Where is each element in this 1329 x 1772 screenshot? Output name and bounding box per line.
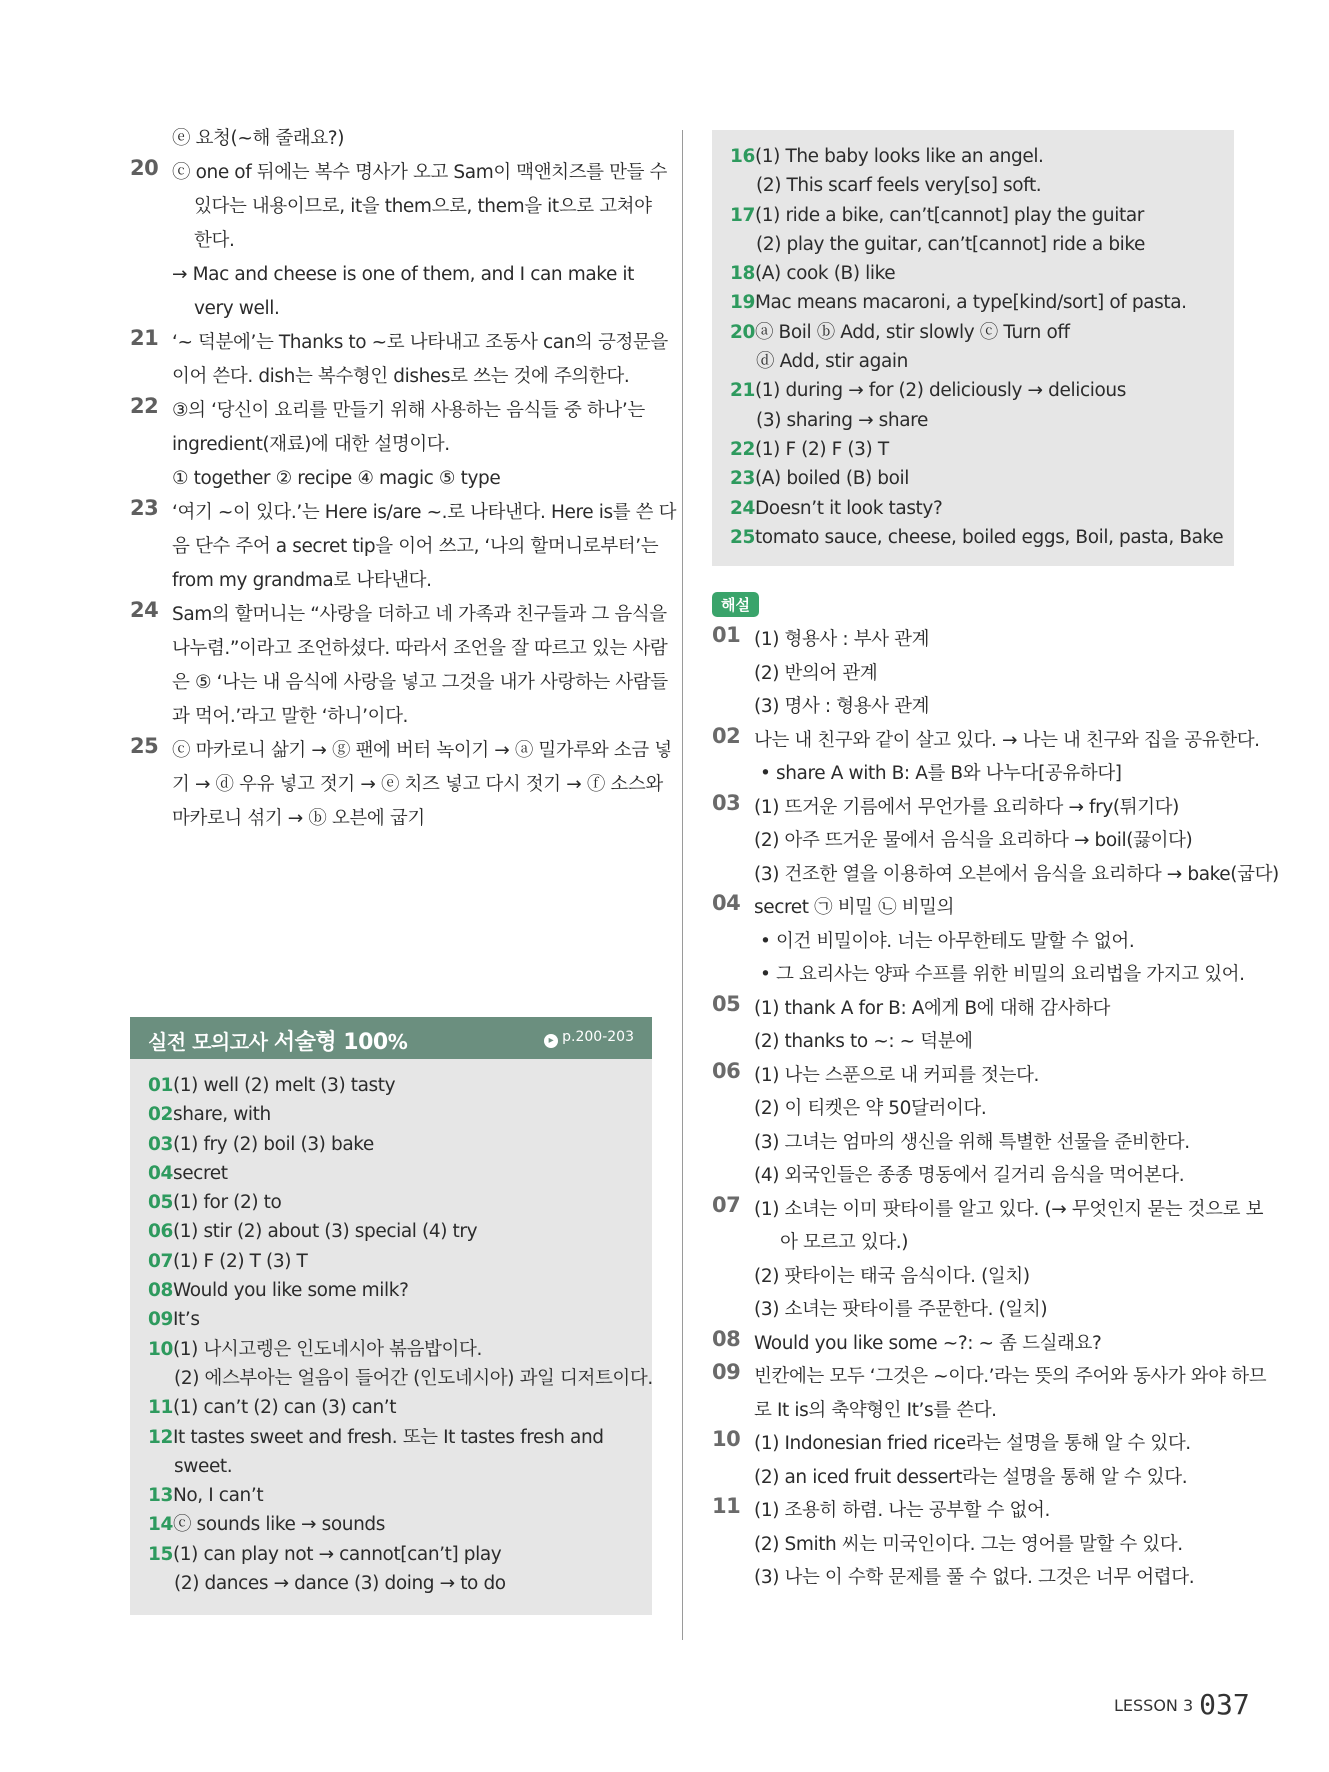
text-line: (2) 아주 뜨거운 물에서 음식을 요리하다 → boil(끓이다) (754, 830, 1193, 852)
item-number: 11 (712, 1494, 741, 1519)
text-line: (2) Smith 씨는 미국인이다. 그는 영어를 말할 수 있다. (754, 1533, 1183, 1555)
text-line: (2) 이 티켓은 약 50달러이다. (754, 1098, 987, 1120)
explanation-01 (712, 623, 1234, 724)
answer-number: 25 (730, 526, 755, 548)
answer-row (730, 376, 1216, 405)
text-line: 로 It is의 축약형인 It’s를 쓴다. (754, 1399, 997, 1421)
text-line: secret ㉠ 비밀 ㉡ 비밀의 (754, 897, 955, 919)
explanation-08 (712, 1327, 1234, 1361)
answer-text: (1) F (2) F (3) T (754, 438, 889, 460)
answer-text: (1) ride a bike, can’t[cannot] play the guitar (754, 204, 1144, 226)
mock-test-header (130, 1017, 652, 1059)
answer-number: 10 (148, 1338, 173, 1360)
answer-row (730, 494, 1216, 523)
title-part-percent: % (387, 1030, 408, 1054)
text-line: 기 → ⓓ 우유 넣고 젓기 → ⓔ 치즈 넣고 다시 젓기 → ⓕ 소스와 (172, 774, 663, 795)
text-line: very well. (194, 298, 280, 319)
answer-text: (A) cook (B) like (754, 263, 896, 285)
text-line: 이어 쓴다. dish는 복수형인 dishes로 쓰는 것에 주의한다. (172, 366, 630, 387)
text-line: (2) thanks to ~: ~ 덕분에 (754, 1031, 973, 1053)
explanation-06 (712, 1059, 1234, 1193)
text-line: 과 먹어.’라고 말한 ‘하니’이다. (172, 706, 409, 727)
title-part-bold: 서술형 100 (273, 1030, 388, 1055)
column-divider (682, 130, 683, 1640)
answer-row (148, 1393, 634, 1422)
answer-text: (1) can play not → cannot[can’t] play (172, 1543, 502, 1565)
answer-number: 04 (148, 1162, 173, 1184)
text-line: (2) an iced fruit dessert라는 설명을 통해 알 수 있다. (754, 1466, 1188, 1488)
text-line: ⓒ one of 뒤에는 복수 명사가 오고 Sam이 맥앤치즈를 만들 수 (172, 162, 668, 183)
answer-number: 17 (730, 204, 755, 226)
item-19-tail: ⓔ 요청(~해 줄래요?) (172, 128, 345, 149)
answer-number: 09 (148, 1309, 173, 1331)
text-line: (1) Indonesian fried rice라는 설명을 통해 알 수 있다. (754, 1433, 1191, 1455)
answer-continuation: (2) 에스부아는 얼음이 들어간 (인도네시아) 과일 디저트이다. (174, 1367, 653, 1389)
answer-row (148, 1305, 634, 1334)
text-line: (1) thank A for B: A에게 B에 대해 감사하다 (754, 997, 1111, 1019)
text-line: (1) 소녀는 이미 팟타이를 알고 있다. (→ 무엇인지 묻는 것으로 보 (754, 1198, 1264, 1220)
explanation-10 (712, 1427, 1234, 1494)
text-line: (1) 뜨거운 기름에서 무언가를 요리하다 → fry(튀기다) (754, 796, 1179, 818)
item-number: 20 (130, 156, 159, 180)
answer-continuation: ⓓ Add, stir again (756, 351, 908, 373)
answer-number: 01 (148, 1075, 173, 1096)
explanation-item-21 (130, 326, 668, 394)
text-line: (3) 건조한 열을 이용하여 오븐에서 음식을 요리하다 → bake(굽다) (754, 863, 1279, 885)
explanation-05 (712, 992, 1234, 1059)
explanation-item-22 (130, 394, 656, 496)
answer-text: It tastes sweet and fresh. 또는 It tastes fresh and (172, 1426, 604, 1448)
answer-continuation: (2) dances → dance (3) doing → to do (174, 1573, 506, 1595)
answer-number: 11 (148, 1397, 173, 1419)
item-number: 07 (712, 1192, 741, 1217)
page-ref-text: p.200-203 (562, 1029, 634, 1045)
answer-row (730, 523, 1224, 552)
mock-test-answers (130, 1059, 652, 1615)
explanation-item-25 (130, 734, 672, 836)
explanation-04 (712, 891, 1245, 992)
text-line: (3) 나는 이 수학 문제를 풀 수 없다. 그것은 너무 어렵다. (754, 1567, 1195, 1589)
answer-text: (1) stir (2) about (3) special (4) try (172, 1221, 478, 1243)
answer-continuation: (2) play the guitar, can’t[cannot] ride a bike (756, 233, 1146, 255)
answer-text: ⓐ Boil ⓑ Add, stir slowly ⓒ Turn off (754, 321, 1070, 343)
text-line: 한다. (194, 230, 235, 251)
text-line: 음 단수 주어 a secret tip을 이어 쓰고, ‘나의 할머니로부터’는 (172, 536, 659, 557)
answer-continuation: (3) sharing → share (756, 409, 928, 431)
text-line: 나누렴.”이라고 조언하셨다. 따라서 조언을 잘 따르고 있는 사람 (172, 638, 668, 659)
answer-text: (1) 나시고렝은 인도네시아 볶음밥이다. (172, 1338, 482, 1360)
explanation-09 (712, 1360, 1267, 1427)
item-number: 10 (712, 1427, 741, 1452)
item-number: 06 (712, 1058, 741, 1083)
item-number: 25 (130, 734, 159, 758)
answer-row (148, 1247, 634, 1276)
answer-number: 03 (148, 1133, 173, 1155)
text-line: from my grandma로 나타낸다. (172, 570, 432, 591)
answer-row (730, 259, 1216, 288)
item-number: 23 (130, 496, 159, 520)
text-line: ① together ② recipe ④ magic ⑤ type (172, 468, 501, 489)
answer-row (148, 1510, 634, 1539)
text-line: (3) 소녀는 팟타이를 주문한다. (일치) (754, 1299, 1048, 1321)
page-footer (1114, 1688, 1250, 1721)
answer-row (148, 1159, 634, 1188)
answer-number: 23 (730, 468, 755, 490)
text-line: (1) 조용히 하렴. 나는 공부할 수 없어. (754, 1500, 1050, 1522)
answer-text: tomato sauce, cheese, boiled eggs, Boil, pasta, Bake (754, 526, 1224, 548)
text-line: ③의 ‘당신이 요리를 만들기 위해 사용하는 음식들 중 하나’는 (172, 400, 645, 421)
answer-text: (1) can’t (2) can (3) can’t (172, 1397, 397, 1419)
answer-text: (1) F (2) T (3) T (172, 1250, 308, 1272)
item-number: 01 (712, 623, 741, 648)
item-number: 24 (130, 598, 159, 622)
answer-number: 19 (730, 292, 755, 314)
explanation-item-23 (130, 496, 677, 598)
answer-text: secret (172, 1162, 228, 1184)
answer-row (148, 1071, 634, 1100)
answer-row (730, 318, 1216, 347)
text-line: 빈칸에는 모두 ‘그것은 ~이다.’라는 뜻의 주어와 동사가 와야 하므 (754, 1366, 1267, 1388)
title-part: 실전 모의고사 (148, 1030, 274, 1054)
text-line: (3) 그녀는 엄마의 생신을 위해 특별한 선물을 준비한다. (754, 1131, 1190, 1153)
page-number: 037 (1199, 1688, 1250, 1721)
left-column (130, 122, 677, 836)
answer-continuation: sweet. (174, 1455, 233, 1477)
text-line: 마카로니 섞기 → ⓑ 오븐에 굽기 (172, 808, 425, 829)
answer-text: (1) during → for (2) deliciously → delicious (754, 380, 1126, 402)
text-line: ‘여기 ~이 있다.’는 Here is/are ~.로 나타낸다. Here is를 쓴 다 (172, 502, 677, 523)
text-line: (2) 반의어 관계 (754, 662, 878, 684)
text-line: → Mac and cheese is one of them, and I can make it (172, 264, 635, 285)
answer-number: 14 (148, 1514, 173, 1536)
text-line: Would you like some ~?: ~ 좀 드실래요? (754, 1332, 1102, 1354)
text-line: 있다는 내용이므로, it을 them으로, them을 it으로 고쳐야 (194, 196, 652, 217)
text-line: Sam의 할머니는 “사랑을 더하고 네 가족과 친구들과 그 음식을 (172, 604, 667, 625)
text-line: • share A with B: A를 B와 나누다[공유하다] (760, 763, 1122, 785)
page-reference (544, 1029, 634, 1048)
explanation-07 (712, 1192, 1264, 1327)
explanation-11 (712, 1494, 1234, 1595)
answer-number: 15 (148, 1543, 173, 1565)
answer-text: (1) The baby looks like an angel. (754, 146, 1044, 167)
explanation-item-24 (130, 598, 668, 734)
answer-number: 24 (730, 497, 755, 519)
answer-row (148, 1100, 634, 1129)
answer-text: Would you like some milk? (172, 1280, 409, 1302)
answer-number: 07 (148, 1250, 173, 1272)
answer-text: Doesn’t it look tasty? (754, 497, 943, 519)
answer-number: 05 (148, 1192, 173, 1214)
answer-number: 02 (148, 1104, 173, 1126)
text-line: (1) 형용사 : 부사 관계 (754, 629, 930, 651)
answer-number: 06 (148, 1221, 173, 1243)
answer-number: 16 (730, 146, 755, 167)
chevron-right-icon: ▸ (544, 1034, 558, 1048)
text-line: • 그 요리사는 양파 수프를 위한 비밀의 요리법을 가지고 있어. (760, 964, 1245, 986)
text-line: 나는 내 친구와 같이 살고 있다. → 나는 내 친구와 집을 공유한다. (754, 729, 1260, 751)
mock-test-answer-box (130, 1017, 652, 1615)
answer-row (148, 1423, 634, 1452)
explanation-item-20 (130, 156, 668, 326)
answer-row (148, 1217, 634, 1246)
answer-number: 20 (730, 321, 755, 343)
text-line: ‘~ 덕분에’는 Thanks to ~로 나타내고 조동사 can의 긍정문을 (172, 332, 668, 353)
text-line: (2) 팟타이는 태국 음식이다. (일치) (754, 1265, 1030, 1287)
explanation-02 (712, 723, 1260, 791)
explanation-badge: 해설 (712, 592, 759, 617)
answer-row (730, 201, 1216, 230)
item-number: 22 (130, 394, 159, 418)
answer-row (148, 1188, 634, 1217)
answer-text: No, I can’t (172, 1485, 264, 1507)
answer-text: share, with (172, 1104, 271, 1126)
answer-row (730, 464, 1216, 493)
answer-number: 21 (730, 380, 755, 402)
answer-row (148, 1540, 634, 1569)
lesson-label: LESSON 3 (1114, 1696, 1194, 1715)
answer-text: (1) for (2) to (172, 1192, 282, 1214)
answer-row (730, 142, 1216, 171)
answer-text: It’s (172, 1309, 200, 1331)
answer-row (148, 1130, 634, 1159)
answer-text: ⓒ sounds like → sounds (172, 1514, 385, 1536)
text-line: 은 ⑤ ‘나는 내 음식에 사랑을 넣고 그것을 내가 사랑하는 사람들 (172, 672, 668, 693)
answer-text: (1) well (2) melt (3) tasty (172, 1075, 396, 1096)
answer-row (730, 288, 1216, 317)
text-line: (1) 나는 스푼으로 내 커피를 젓는다. (754, 1064, 1040, 1086)
answer-number: 08 (148, 1280, 173, 1302)
item-number: 04 (712, 891, 741, 916)
answer-continuation: (2) This scarf feels very[so] soft. (756, 175, 1042, 197)
answer-number: 12 (148, 1426, 173, 1448)
answer-row (730, 435, 1216, 464)
mock-test-title (148, 1025, 407, 1056)
answer-number: 18 (730, 263, 755, 285)
text-line: (3) 명사 : 형용사 관계 (754, 696, 930, 718)
answer-number: 13 (148, 1485, 173, 1507)
right-column (712, 130, 1279, 1595)
item-number: 05 (712, 991, 741, 1016)
text-line: ⓒ 마카로니 삶기 → ⓖ 팬에 버터 녹이기 → ⓐ 밀가루와 소금 넣 (172, 740, 672, 761)
item-number: 09 (712, 1360, 741, 1385)
answer-row (148, 1481, 634, 1510)
item-number: 08 (712, 1326, 741, 1351)
answer-row (148, 1335, 634, 1364)
answer-text: Mac means macaroni, a type[kind/sort] of pasta. (754, 292, 1187, 314)
item-number: 02 (712, 723, 741, 748)
answer-box-continued (712, 130, 1234, 566)
item-number: 21 (130, 326, 159, 350)
text-line: 아 모르고 있다.) (780, 1232, 909, 1254)
answer-text: (1) fry (2) boil (3) bake (172, 1133, 374, 1155)
text-line: • 이건 비밀이야. 너는 아무한테도 말할 수 없어. (760, 930, 1135, 952)
text-line: ingredient(재료)에 대한 설명이다. (172, 434, 450, 455)
answer-row (148, 1276, 634, 1305)
explanation-03 (712, 790, 1279, 892)
answer-text: (A) boiled (B) boil (754, 468, 910, 490)
item-number: 03 (712, 790, 741, 815)
text-line: (4) 외국인들은 종종 명동에서 길거리 음식을 먹어본다. (754, 1165, 1185, 1187)
answer-number: 22 (730, 438, 755, 460)
